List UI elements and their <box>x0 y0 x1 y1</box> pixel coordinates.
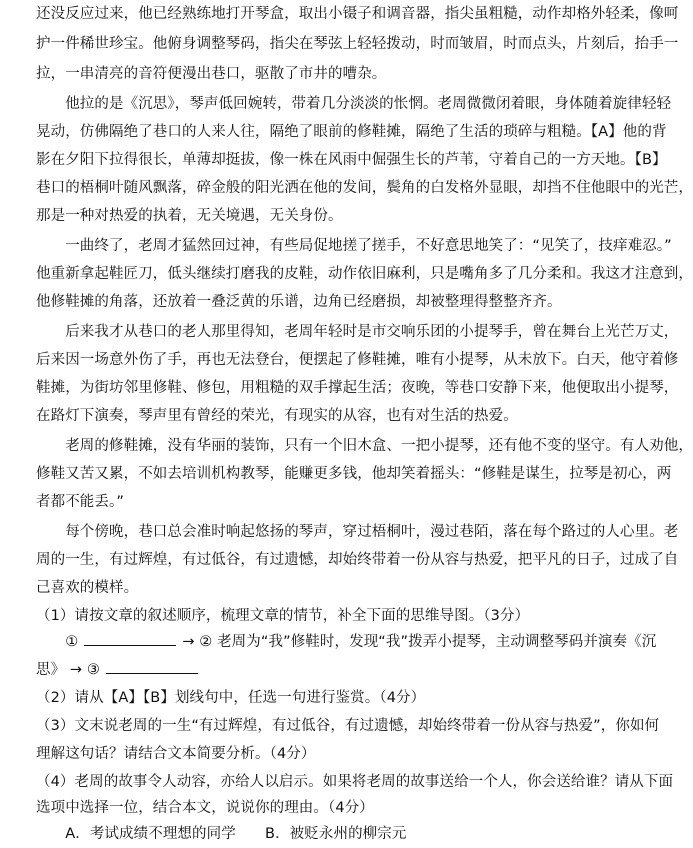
line-text: 后来我才从巷口的老人那里得知，老周年轻时是市交响乐团的小提琴手，曾在舞台上光芒万丈， <box>36 324 679 340</box>
text-line <box>36 378 679 398</box>
line-text: 他拉的是《沉思》，琴声低回婉转，带着几分淡淡的怅惘。老周微微闭着眼，身体随着旋律轻轻 <box>36 96 672 112</box>
line-text: 影在夕阳下拉得很长，单薄却挺拔，像一株在风雨中倔强生长的芦苇，守着自己的一方天地。【B】 <box>36 152 667 168</box>
line-text: 在路灯下演奏，琴声里有曾经的荣光，有现实的从容，也有对生活的热爱。 <box>36 408 518 424</box>
line-text: 理解这句话？请结合文本简要分析。（4分） <box>36 746 316 762</box>
line-text: （4）老周的故事令人动容，亦给人以启示。如果将老周的故事送给一个人，你会送给谁？请从下面 <box>36 774 674 790</box>
line-text: 晃动，仿佛隔绝了巷口的人来人往，隔绝了眼前的修鞋摊，隔绝了生活的琐碎与粗糙。【A】他的背 <box>36 124 667 140</box>
text-line <box>36 578 609 598</box>
line-text: （3）文末说老周的一生“有过辉煌，有过低谷，有过遗憾，却始终带着一份从容与热爱”，你如何 <box>36 718 660 734</box>
question-4 <box>36 772 674 792</box>
text-line <box>36 292 609 312</box>
line-text: 周的一生，有过辉煌，有过低谷，有过遗憾，却始终带着一份从容与热爱，把平凡的日子，过成了自 <box>36 552 679 568</box>
answer-blank-1[interactable] <box>84 633 176 646</box>
text-line <box>36 522 679 542</box>
text-line <box>36 550 679 570</box>
line-text: 每个傍晚，巷口总会准时响起悠扬的琴声，穿过梧桐叶，漫过巷陌，落在每个路过的人心里。老 <box>36 524 679 540</box>
line-text: 鞋摊，为街坊邻里修鞋、修包，用粗糙的双手撑起生活；夜晚，等巷口安静下来，他便取出小提琴， <box>36 380 679 396</box>
text-line <box>36 94 672 114</box>
line-text: 拉，一串清亮的音符便漫出巷口，驱散了市井的嘈杂。 <box>36 66 387 82</box>
line-text: 己喜欢的模样。 <box>36 580 139 596</box>
text-line <box>36 350 679 370</box>
question-3 <box>36 716 660 736</box>
text-line <box>36 178 693 198</box>
line-text: 一曲终了，老周才猛然回过神，有些局促地搓了搓手，不好意思地笑了：“见笑了，技痒难忍。” <box>36 238 672 254</box>
question-1 <box>36 606 609 626</box>
line-text: （2）请从【A】【B】划线句中，任选一句进行鉴赏。（4分） <box>36 690 426 706</box>
line-text: 护一件稀世珍宝。他俯身调整琴码，指尖在琴弦上轻轻拨动，时而皱眉，时而点头，片刻后，抬手一 <box>36 36 679 52</box>
line-text: 老周的修鞋摊，没有华丽的装饰，只有一个旧木盒、一把小提琴，还有他不变的坚守。有人劝他， <box>36 438 693 454</box>
line-text: （1）请按文章的叙述顺序，梳理文章的情节，补全下面的思维导图。（3分） <box>36 608 530 624</box>
line-text: 后来因一场意外伤了手，再也无法登台，便摆起了修鞋摊，唯有小提琴，从未放下。白天，他守着修 <box>36 352 679 368</box>
line-text: 他重新拿起鞋匠刀，低头继续打磨我的皮鞋，动作依旧麻利，只是嘴角多了几分柔和。我这才注意到， <box>36 266 693 282</box>
text-line <box>36 206 609 226</box>
text-line <box>36 236 672 256</box>
text-line <box>36 464 672 484</box>
text-line <box>36 406 609 426</box>
question-2 <box>36 688 609 708</box>
text-line <box>36 150 667 170</box>
text-line <box>36 64 609 84</box>
text-line <box>36 122 667 142</box>
line-text: 还没反应过来，他已经熟练地打开琴盒，取出小镊子和调音器，指尖虽粗糙，动作却格外轻柔，像呵 <box>36 6 679 22</box>
line-text: A．考试成绩不理想的同学 B．被贬永州的柳宗元 <box>36 826 407 842</box>
question-3 <box>36 744 609 764</box>
line-text: 思》 → ③ <box>36 662 100 678</box>
text-line <box>36 436 693 456</box>
line-text: 选项中选择一位，结合本文，说说你的理由。（4分） <box>36 800 374 816</box>
text-line <box>36 492 609 512</box>
question-4-options <box>36 824 609 844</box>
line-text: 巷口的梧桐叶随风飘落，碎金般的阳光洒在他的发间，鬓角的白发格外显眼，却挡不住他眼中的光芒， <box>36 180 693 196</box>
line-text: ① <box>36 634 79 650</box>
text-line <box>36 34 679 54</box>
text-line <box>36 322 679 342</box>
question-1-mindmap-row <box>36 632 657 652</box>
line-text: → ② 老周为“我”修鞋时，发现“我”拨弄小提琴，主动调整琴码并演奏《沉 <box>182 634 657 650</box>
text-line <box>36 4 679 24</box>
line-text: 者都不能丢。” <box>36 494 124 510</box>
line-text: 那是一种对热爱的执着，无关境遇，无关身份。 <box>36 208 343 224</box>
line-text: 他修鞋摊的角落，还放着一叠泛黄的乐谱，边角已经磨损，却被整理得整整齐齐。 <box>36 294 562 310</box>
question-4 <box>36 798 609 818</box>
text-line <box>36 264 693 284</box>
question-1-mindmap-row <box>36 660 609 680</box>
answer-blank-3[interactable] <box>106 661 198 674</box>
line-text: 修鞋又苦又累，不如去培训机构教琴，能赚更多钱，他却笑着摇头：“修鞋是谋生，拉琴是初心，两 <box>36 466 672 482</box>
